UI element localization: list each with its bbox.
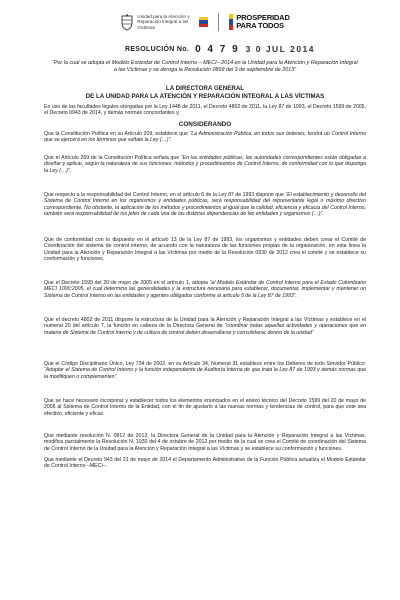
paragraph-quote: “La Administración Pública, en todos sus órdenes, tendrá un Control Interno que se ejercerá en los términos que señale la Ley (…)”.: [44, 131, 366, 144]
header-divider: [218, 13, 219, 31]
prosperidad-line-2: PARA TODOS: [236, 21, 284, 30]
paragraph-quote: “coordinar todas aquellas actividades y operaciones que en materia de Sistema de Control Interno y de cultura de control deben desarrollarse y consolidarse dentro de la unidad”: [44, 323, 366, 336]
considerando-heading: CONSIDERANDO: [178, 121, 232, 128]
paragraph: [44, 237, 366, 280]
paragraph-text: Que el decreto 4802 de 2011 dispone la estructura de la Unidad para la Atención y Reparación Integral a las Víctimas y establece en el numeral 20 del artículo 7, la función en cabeza de la Directora General de: [44, 317, 366, 330]
resolution-label: RESOLUCIÓN No.: [124, 45, 190, 53]
unit-logo: [120, 14, 208, 31]
resolution-subtitle: “Por la cual se adopta el Modelo Estándar de Control Interno – MECI– 2014 en la Unidad para la Atención y Reparación Integral a las Víctimas y se deroga la Resolución 0899 del 3 de septiembre de 2013”: [52, 60, 358, 73]
authority-line-2: DE LA UNIDAD PARA LA ATENCIÓN Y REPARACIÓN INTEGRAL A LAS VÍCTIMAS: [85, 92, 325, 100]
paragraph: [44, 361, 366, 398]
colombia-flag-icon: [199, 17, 208, 27]
paragraph: [44, 131, 366, 155]
resolution-line: [74, 40, 366, 58]
paragraph: [44, 280, 366, 317]
paragraph-text: Que de conformidad con lo dispuesto en el artículo 13 de la Ley 87 de 1993, los organismos y entidades deben crear el Comité de Coordinación del sistema de control interno, de acuerdo con la naturaleza de las funciones propias de la organización, en esta línea la Unidad para la Atención y Reparación Integral a las Víctimas por medio de la Resolución 0930 de 2012 crea el comité y se establece su conformación y funciones.: [44, 237, 366, 262]
paragraph: [44, 398, 366, 433]
letterhead: [44, 0, 366, 40]
paragraph-text: Que mediante resolución N. 0812 de 2013, la Directora General de la Unidad para la Atención y Reparación Integral a las Víctimas, modifica parcialmente la Resolución N. 1930 del 4 de octubre de 2012 por medio de la cual se crea el Comité de coordinación del Sistema de Control Interno de la Unidad para la Atención y Reparación Integral a las Víctimas y se establece su conformación y funciones.: [44, 433, 366, 452]
paragraph-text: Que se hace necesario incorporar y establecer todos los elementos enunciados en el anexo técnico del Decreto 1599 del 20 de mayo de 2005 al Sistema de Control Interno de la Entidad, con el fin de ajustarlo a las nuevas normas y tendencias de control, para que este sea efectivo, eficiente y eficaz.: [44, 398, 366, 417]
paragraph: [44, 317, 366, 361]
paragraph: [44, 433, 366, 457]
paragraph-text: Que el Decreto 1599 del 20 de mayo de 2005 en el artículo 1, adopta: [44, 280, 210, 286]
authority-line-1: LA DIRECTORA GENERAL: [165, 85, 245, 92]
paragraph-quote: “Adoptar el Sistema de Control Interno y la función independiente de Auditoría Interna de que trata la Ley 87 de 1993 y demás normas que la modifiquen o complementen”.: [44, 367, 366, 380]
paragraph-quote: “En las entidades públicas, las autoridades correspondientes están obligadas a diseñar y aplicar, según la naturaleza de sus funciones, métodos y procedimientos de Control Interno, de conformidad con lo que disponga la Ley (…)”.: [44, 155, 366, 174]
legal-powers: En uso de las facultades legales otorgadas por la Ley 1448 de 2011, el Decreto 4802 de 2011, la Ley 87 de 1993, el Decreto 1599 de 2005, el Decreto 0943 de 2014, y demás normas concordantes y,: [44, 104, 366, 117]
paragraph: [44, 192, 366, 237]
paragraph-text: Que mediante el Decreto 943 del 21 de mayo de 2014 el Departamento Administrativo de la Función Pública actualiza el Modelo Estándar de Control Interno –MECI–.: [44, 457, 366, 470]
prosperidad-line-1: PROSPERIDAD: [236, 13, 290, 23]
paragraph: [44, 457, 366, 475]
resolution-date: 3 0 JUL 2014: [245, 44, 316, 54]
issuing-authority: [44, 82, 366, 104]
unit-name: Unidad para la Atención y Reparación Integral a las Víctimas: [137, 14, 190, 30]
paragraph-quote: “el Modelo Estándar de Control Interno para el Estado Colombiano MECI 1000:2005, el cual determina las generalidades y la estructura necesaria para establecer, documentar, implementar y mantener un Sistema de Control Interno en las entidades y agentes obligados conforme al artículo 5 de la Ley 87 de 1993”.: [44, 280, 366, 299]
resolution-number: 0 4 7 9: [195, 43, 240, 55]
coat-of-arms-icon: [120, 14, 134, 31]
paragraph-text: Que el Código Disciplinario Único, Ley 734 de 2002, en su Artículo 34, Numeral 31 establece entre los Deberes de todo Servidor Público:: [44, 361, 366, 367]
paragraph-text: Que la Constitución Política en su Artículo 209, establece que: [44, 131, 190, 137]
paragraph-quote: “El establecimiento y desarrollo del Sistema de Control Interno en los organismos y entidades públicas, será responsabilidad del representante legal o máximo directivo correspondiente. No obstante, la aplicación de los métodos y procedimientos al igual que la calidad, eficiencia y eficacia del Control Interno, también será responsabilidad de los jefes de cada una de las distintas dependencias de las entidades y organismos (…)”.: [44, 192, 366, 217]
paragraph-text: Que el Artículo 269 de la Constitución Política señala que: [44, 155, 181, 161]
prosperidad-flag-icon: [229, 14, 233, 30]
prosperidad-text: [236, 14, 290, 30]
paragraph-text: Que respecto a la responsabilidad del Control Interno, en el artículo 6 de la Ley 87 de 1993 dispone que: [44, 192, 286, 198]
prosperidad-logo: [229, 14, 290, 30]
paragraph: [44, 155, 366, 192]
